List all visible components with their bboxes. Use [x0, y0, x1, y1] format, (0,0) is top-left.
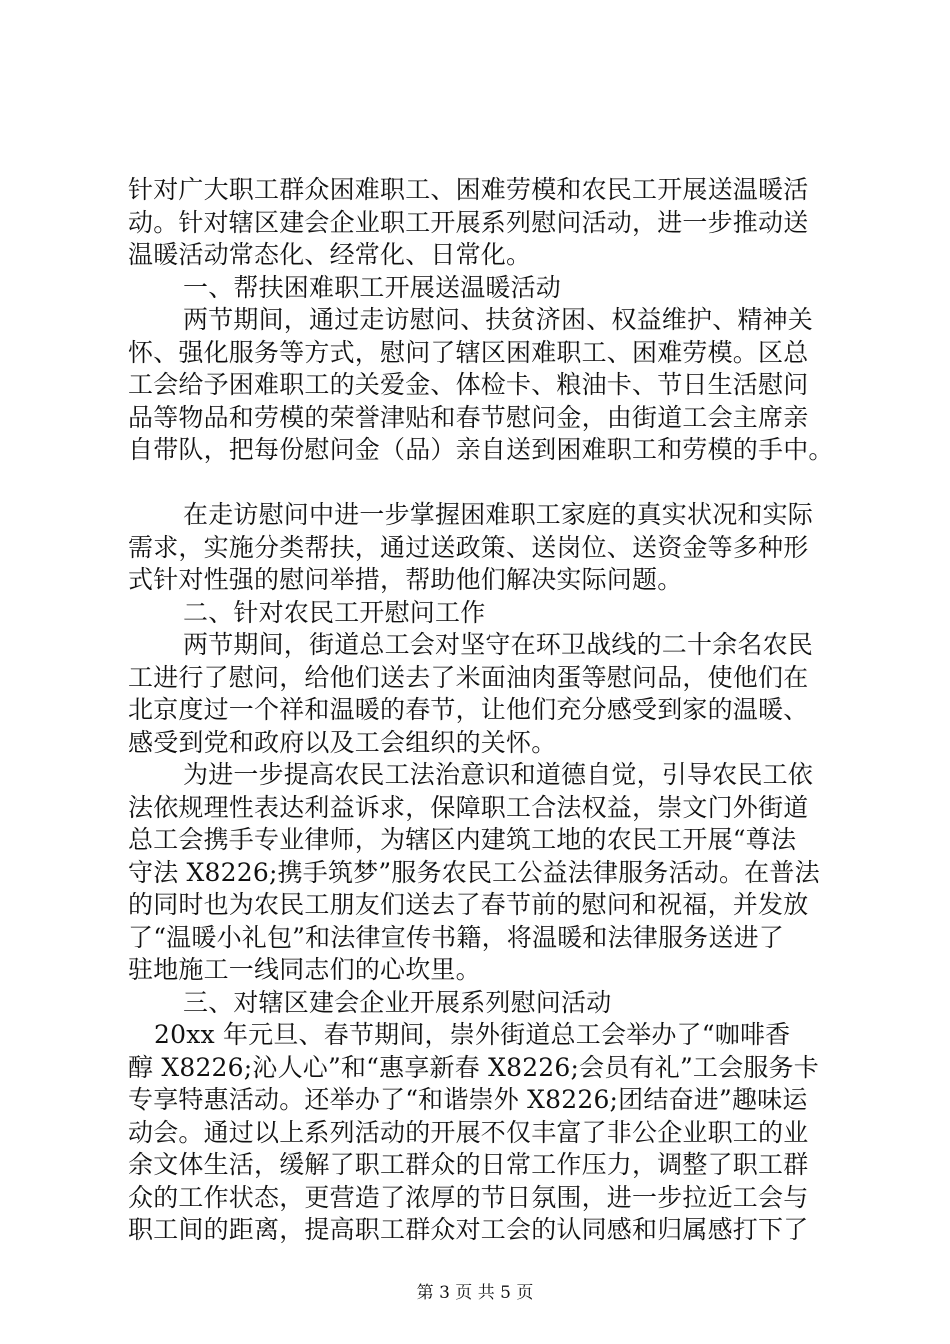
text-line: 自带队，把每份慰问金（品）亲自送到困难职工和劳模的手中。: [128, 435, 834, 464]
text-line: 怀、强化服务等方式，慰问了辖区困难职工、困难劳模。区总: [128, 337, 809, 367]
text-line: 动。针对辖区建会企业职工开展系列慰问活动，进一步推动送: [128, 207, 809, 237]
text-line: 众的工作状态，更营造了浓厚的节日氛围，进一步拉近工会与: [128, 1182, 809, 1212]
text-line: 动会。通过以上系列活动的开展不仅丰富了非公企业职工的业: [128, 1117, 809, 1147]
text-line: 三、对辖区建会企业开展系列慰问活动: [183, 987, 612, 1017]
text-line: 职工间的距离，提高职工群众对工会的认同感和归属感打下了: [128, 1215, 809, 1244]
text-line: 工进行了慰问，给他们送去了米面油肉蛋等慰问品，使他们在: [128, 662, 809, 692]
page-footer: 第 3 页 共 5 页: [416, 1283, 534, 1303]
text-line: 二、针对农民工开慰问工作: [183, 597, 486, 627]
text-line: 品等物品和劳模的荣誉津贴和春节慰问金，由街道工会主席亲: [128, 402, 809, 432]
text-line: 两节期间，通过走访慰问、扶贫济困、权益维护、精神关: [183, 305, 814, 334]
text-line: 的同时也为农民工朋友们送去了春节前的慰问和祝福，并发放: [128, 890, 809, 919]
text-line: 工会给予困难职工的关爱金、体检卡、粮油卡、节日生活慰问: [128, 370, 809, 399]
text-line: 两节期间，街道总工会对坚守在环卫战线的二十余名农民: [183, 630, 814, 659]
text-line: 在走访慰问中进一步掌握困难职工家庭的真实状况和实际: [183, 500, 814, 529]
text-line: 了“温暖小礼包”和法律宣传书籍，将温暖和法律服务送进了: [128, 922, 784, 952]
blank-line: [128, 467, 828, 500]
text-line: 20xx 年元旦、春节期间，崇外街道总工会举办了“咖啡香: [154, 1020, 791, 1049]
text-line: 北京度过一个祥和温暖的春节，让他们充分感受到家的温暖、: [128, 695, 809, 724]
text-line: 醇 X8226;沁人心”和“惠享新春 X8226;会员有礼”工会服务卡: [128, 1052, 819, 1082]
text-line: 一、帮扶困难职工开展送温暖活动: [183, 272, 562, 302]
text-line: 专享特惠活动。还举办了“和谐崇外 X8226;团结奋进”趣味运: [128, 1085, 808, 1114]
document-body: [128, 174, 834, 1247]
text-line: 式针对性强的慰问举措，帮助他们解决实际问题。: [128, 565, 683, 594]
text-line: 守法 X8226;携手筑梦”服务农民工公益法律服务活动。在普法: [128, 857, 820, 887]
text-line: 需求，实施分类帮扶，通过送政策、送岗位、送资金等多种形: [128, 532, 809, 562]
text-line: 温暖活动常态化、经常化、日常化。: [128, 240, 532, 269]
text-line: 感受到党和政府以及工会组织的关怀。: [128, 727, 557, 757]
text-line: 驻地施工一线同志们的心坎里。: [128, 955, 481, 984]
text-line: 余文体生活，缓解了职工群众的日常工作压力，调整了职工群: [128, 1150, 809, 1179]
text-line: 总工会携手专业律师，为辖区内建筑工地的农民工开展“尊法: [128, 825, 797, 854]
text-line: 针对广大职工群众困难职工、困难劳模和农民工开展送温暖活: [128, 175, 809, 204]
text-line: 为进一步提高农民工法治意识和道德自觉，引导农民工依: [183, 760, 814, 789]
text-line: 法依规理性表达利益诉求，保障职工合法权益，崇文门外街道: [128, 792, 809, 822]
